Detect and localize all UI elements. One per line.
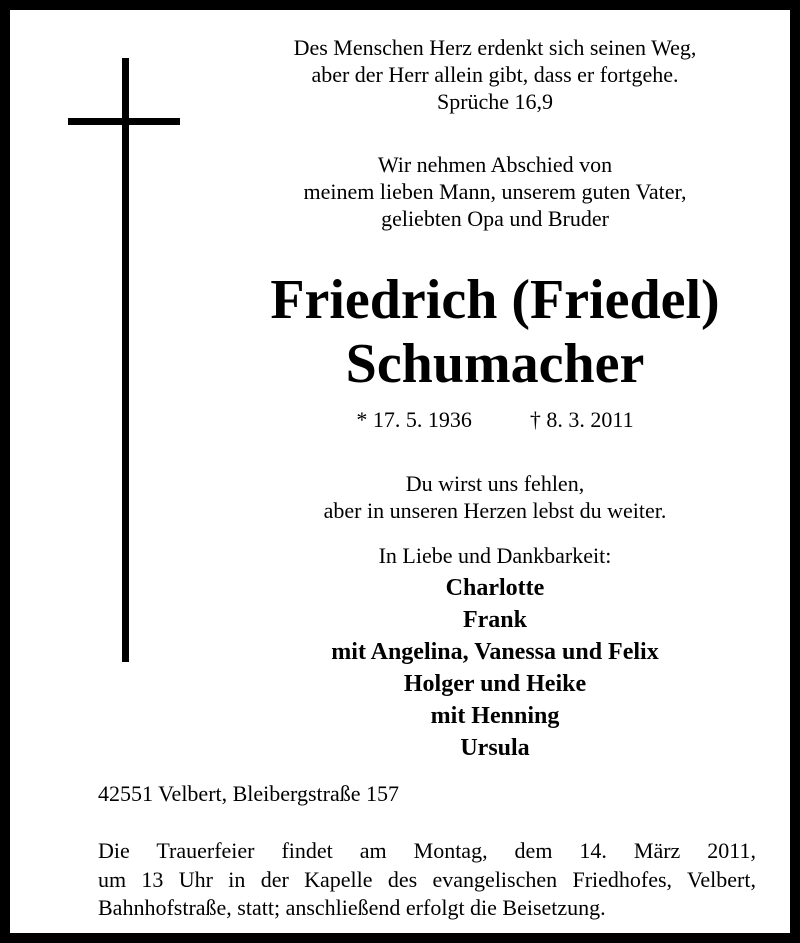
intro-line: Wir nehmen Abschied von [377, 152, 613, 177]
cross-vertical-bar [122, 58, 129, 662]
birth-date: * 17. 5. 1936 [356, 407, 472, 432]
family-list [195, 572, 795, 764]
deceased-name-line1: Friedrich (Friedel) [270, 269, 720, 331]
intro-line: geliebten Opa und Bruder [381, 206, 609, 231]
deceased-name [195, 268, 795, 396]
ceremony-line: Die Trauerfeier findet am Montag, dem 14. März 2011, [98, 838, 756, 863]
verse-reference: Sprüche 16,9 [436, 89, 554, 114]
life-dates [195, 406, 795, 433]
farewell-intro [195, 151, 795, 232]
poem-line: Du wirst uns fehlen, [405, 471, 585, 496]
ceremony-line: um 13 Uhr in der Kapelle des evangelischen Friedhofes, Velbert, [98, 866, 756, 892]
deceased-name-line2: Schumacher [345, 333, 645, 395]
bible-verse [195, 34, 795, 115]
family-intro-text: In Liebe und Dankbarkeit: [378, 543, 612, 568]
family-member: Holger und Heike [403, 671, 587, 697]
death-date: † 8. 3. 2011 [529, 407, 634, 432]
verse-line: aber der Herr allein gibt, dass er fortgehe. [311, 62, 679, 87]
intro-line: meinem lieben Mann, unserem guten Vater, [303, 179, 687, 204]
ceremony-info [98, 837, 756, 923]
family-member: Frank [462, 607, 527, 633]
cross-horizontal-bar [68, 118, 180, 125]
family-member: Ursula [460, 735, 530, 761]
poem-line: aber in unseren Herzen lebst du weiter. [323, 498, 667, 523]
ceremony-line: Bahnhofstraße, statt; anschließend erfolgt die Beisetzung. [98, 895, 606, 920]
family-member: Charlotte [445, 575, 545, 601]
family-intro [195, 542, 795, 569]
family-member: mit Henning [430, 703, 560, 729]
memorial-poem [195, 470, 795, 524]
address: 42551 Velbert, Bleibergstraße 157 [98, 781, 400, 806]
verse-line: Des Menschen Herz erdenkt sich seinen Weg, [293, 35, 697, 60]
family-member: mit Angelina, Vanessa und Felix [331, 639, 659, 665]
